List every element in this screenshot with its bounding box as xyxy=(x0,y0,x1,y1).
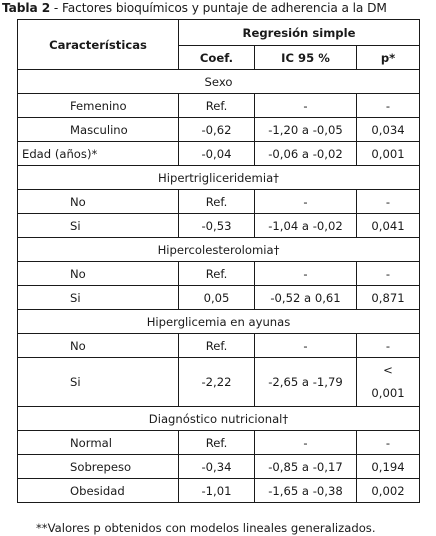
p-cell: - xyxy=(357,262,420,286)
section-row-hipertrigliceridemia xyxy=(18,166,420,190)
row-label: Si xyxy=(18,358,179,407)
p-value-line1: < xyxy=(383,363,393,377)
row-label: Edad (años)* xyxy=(18,142,179,166)
header-regression-group: Regresión simple xyxy=(179,20,420,46)
coef-cell: -1,01 xyxy=(179,479,255,503)
ic-cell: -1,20 a -0,05 xyxy=(255,118,357,142)
p-cell: - xyxy=(357,94,420,118)
ic-cell: - xyxy=(255,94,357,118)
p-cell: - xyxy=(357,431,420,455)
results-table xyxy=(17,19,420,503)
section-row-diagnostico xyxy=(18,407,420,431)
p-cell: 0,871 xyxy=(357,286,420,310)
section-label: Sexo xyxy=(18,70,420,94)
coef-cell: 0,05 xyxy=(179,286,255,310)
section-label: Hipercolesterolomia† xyxy=(18,238,420,262)
header-row xyxy=(18,20,420,46)
section-row-sexo xyxy=(18,70,420,94)
section-row-hiperglicemia xyxy=(18,310,420,334)
ic-cell: -0,06 a -0,02 xyxy=(255,142,357,166)
table-row xyxy=(18,142,420,166)
ic-cell: -1,04 a -0,02 xyxy=(255,214,357,238)
ic-cell: - xyxy=(255,190,357,214)
coef-cell: Ref. xyxy=(179,262,255,286)
ic-cell: - xyxy=(255,334,357,358)
coef-cell: -0,53 xyxy=(179,214,255,238)
p-cell: - xyxy=(357,190,420,214)
ic-cell: - xyxy=(255,262,357,286)
header-p: p* xyxy=(357,46,420,70)
caption-label: Tabla 2 xyxy=(2,1,51,15)
table-footnote: **Valores p obtenidos con modelos lineales generalizados. xyxy=(36,521,376,535)
p-value-line2: 0,001 xyxy=(371,386,405,400)
table-row xyxy=(18,94,420,118)
table-row xyxy=(18,286,420,310)
header-characteristics: Características xyxy=(18,20,179,70)
row-label: Normal xyxy=(18,431,179,455)
coef-cell: Ref. xyxy=(179,94,255,118)
row-label: No xyxy=(18,190,179,214)
table-caption xyxy=(2,0,387,16)
ic-cell: -2,65 a -1,79 xyxy=(255,358,357,407)
header-ic: IC 95 % xyxy=(255,46,357,70)
section-label: Diagnóstico nutricional† xyxy=(18,407,420,431)
row-label: Masculino xyxy=(18,118,179,142)
coef-cell: -0,62 xyxy=(179,118,255,142)
row-label: No xyxy=(18,262,179,286)
table-row xyxy=(18,190,420,214)
ic-cell: -0,85 a -0,17 xyxy=(255,455,357,479)
table-row xyxy=(18,214,420,238)
row-label: Femenino xyxy=(18,94,179,118)
ic-cell: -0,52 a 0,61 xyxy=(255,286,357,310)
coef-cell: Ref. xyxy=(179,431,255,455)
table-row xyxy=(18,358,420,407)
p-cell: - xyxy=(357,334,420,358)
row-label: Sobrepeso xyxy=(18,455,179,479)
p-cell: 0,001 xyxy=(357,142,420,166)
coef-cell: Ref. xyxy=(179,190,255,214)
table-row xyxy=(18,479,420,503)
table-row xyxy=(18,334,420,358)
section-label: Hiperglicemia en ayunas xyxy=(18,310,420,334)
caption-text: - Factores bioquímicos y puntaje de adherencia a la DM xyxy=(50,1,387,15)
row-label: No xyxy=(18,334,179,358)
coef-cell: Ref. xyxy=(179,334,255,358)
row-label: Si xyxy=(18,286,179,310)
coef-cell: -0,34 xyxy=(179,455,255,479)
section-label: Hipertrigliceridemia† xyxy=(18,166,420,190)
p-cell: 0,194 xyxy=(357,455,420,479)
coef-cell: -2,22 xyxy=(179,358,255,407)
row-label: Obesidad xyxy=(18,479,179,503)
p-cell: 0,002 xyxy=(357,479,420,503)
ic-cell: -1,65 a -0,38 xyxy=(255,479,357,503)
row-label: Si xyxy=(18,214,179,238)
header-coef: Coef. xyxy=(179,46,255,70)
p-cell xyxy=(357,358,420,407)
table-row xyxy=(18,118,420,142)
table-row xyxy=(18,431,420,455)
table-row xyxy=(18,455,420,479)
section-row-hipercolesterolomia xyxy=(18,238,420,262)
table-row xyxy=(18,262,420,286)
ic-cell: - xyxy=(255,431,357,455)
coef-cell: -0,04 xyxy=(179,142,255,166)
p-cell: 0,041 xyxy=(357,214,420,238)
p-cell: 0,034 xyxy=(357,118,420,142)
